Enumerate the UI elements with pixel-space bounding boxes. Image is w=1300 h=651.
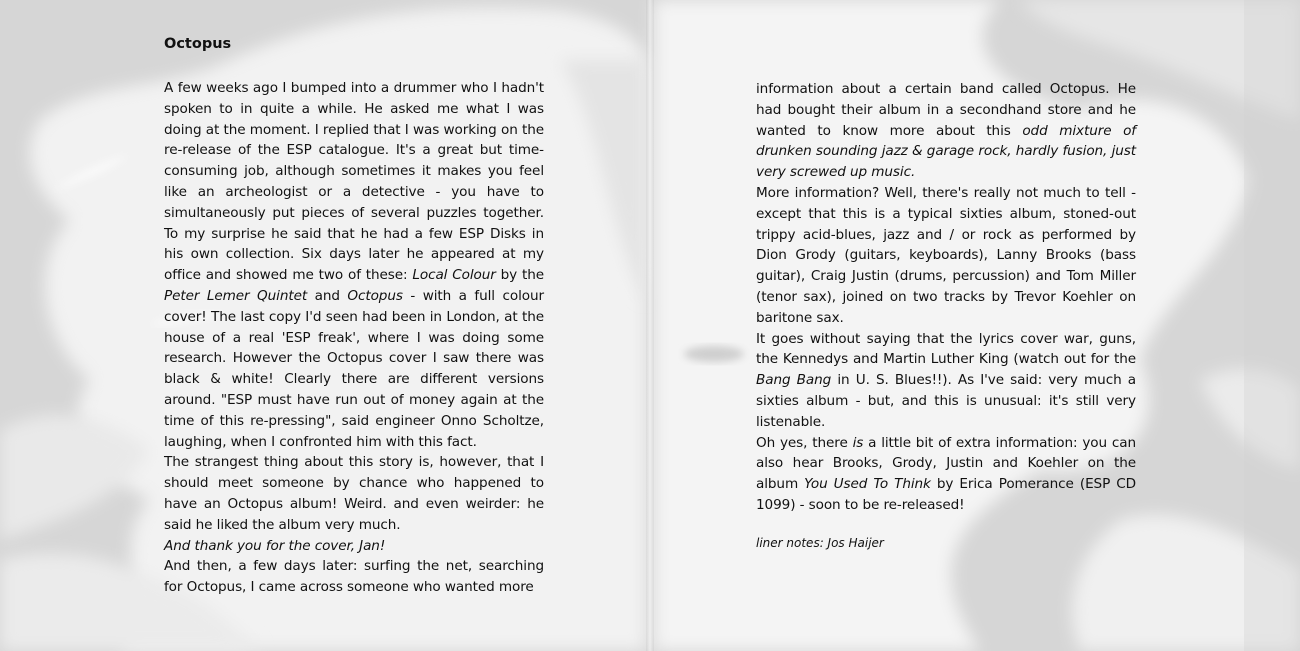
italic-run: You Used To Think	[804, 476, 931, 493]
italic-run: Bang Bang	[756, 372, 832, 389]
right-column	[756, 79, 1136, 516]
left-paragraph-4: And then, a few days later: surfing the net, searching for Octopus, I came across someone who wanted more	[164, 558, 544, 596]
text-run: by the	[495, 267, 544, 284]
article-heading: Octopus	[164, 36, 232, 52]
text-run: by Erica Pomerance (ESP CD 1099) - soon to be re-released!	[756, 476, 1136, 513]
right-paragraph-1	[756, 79, 1136, 183]
text-run: in U. S. Blues!!). As I've said: very much a sixties album - but, and this is unusual: it's still very listenable.	[756, 372, 1136, 430]
right-paragraph-4	[756, 433, 1136, 516]
italic-run: odd mixture of drunken sounding jazz & garage rock, hardly fusion, just very screwed up music.	[756, 122, 1136, 181]
left-paragraph-3	[164, 536, 544, 557]
text-run: and	[307, 287, 348, 304]
left-paragraph-1	[164, 78, 544, 452]
text-run: a little bit of extra information: you can also hear Brooks, Grody, Justin and Koehler on the album	[756, 434, 1136, 493]
text-run: A few weeks ago I bumped into a drummer who I hadn't spoken to in quite a while. He asked me what I was doing at the moment. I replied that I was working on the re-release of the ESP catalogue. It's a great but time-consuming job, although sometimes it makes you feel like an archeologist or a detective - you have to simultaneously put pieces of several puzzles together. To my surprise he said that he had a few ESP Disks in his own collection. Six days later he appeared at my office and showed me two of these:	[164, 80, 544, 284]
text-run: Oh yes, there	[756, 434, 853, 451]
text-run: - with a full colour cover! The last copy I'd seen had been in London, at the house of a real 'ESP freak', where I was doing some research. However the Octopus cover I saw there was black & white! Clearly there are different versions around. "ESP must have run out of money again at the time of this re-pressing", said engineer Onno Scholtze, laughing, when I confronted him with this fact.	[164, 287, 544, 450]
liner-notes-credit: liner notes: Jos Haijer	[756, 536, 884, 550]
right-paragraph-3	[756, 329, 1136, 433]
italic-run: Local Colour	[412, 267, 496, 284]
right-paragraph-2: More information? Well, there's really not much to tell - except that this is a typical sixties album, stoned-out trippy acid-blues, jazz and / or rock as performed by Dion Grody (guitars, keyboards), Lanny Brooks (bass guitar), Craig Justin (drums, percussion) and Tom Miller (tenor sax), joined on two tracks by Trevor Koehler on baritone sax.	[756, 184, 1136, 326]
text-run: It goes without saying that the lyrics cover war, guns, the Kennedys and Martin Luther King (watch out for the	[756, 330, 1136, 368]
left-column	[164, 78, 544, 598]
italic-run: Octopus	[347, 287, 403, 304]
italic-run: is	[852, 434, 864, 451]
left-paragraph-2: The strangest thing about this story is, however, that I should meet someone by chance who happened to have an Octopus album! Weird. and even weirder: he said he liked the album very much.	[164, 454, 544, 533]
thanks-line: And thank you for the cover, Jan!	[164, 537, 386, 554]
page-fold	[646, 0, 654, 651]
text-run: information about a certain band called Octopus. He had bought their album in a secondhand store and he wanted to know more about this	[756, 81, 1136, 139]
italic-run: Peter Lemer Quintet	[164, 287, 308, 304]
